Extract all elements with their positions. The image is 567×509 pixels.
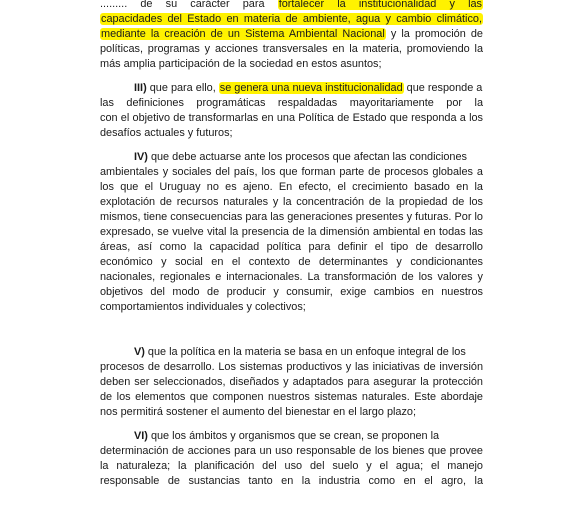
text-line xyxy=(100,111,483,125)
text-line xyxy=(100,459,483,473)
line-text: mismos, tiene consecuencias para las generaciones presentes y futuras. Por lo xyxy=(100,211,483,223)
text-line xyxy=(100,180,483,194)
line-text: y la promoción de xyxy=(385,28,483,40)
line-text: de los elementos que componen nuestros sistemas naturales. Este abordaje xyxy=(100,391,483,403)
line-text: comportamientos individuales y colectivos; xyxy=(100,301,306,313)
text-line xyxy=(134,345,483,359)
line-text: que los ámbitos y organismos que se crean, se proponen la xyxy=(147,430,440,442)
line-text: desafíos actuales y futuros; xyxy=(100,127,233,139)
text-line xyxy=(100,474,483,488)
text-line xyxy=(100,57,483,71)
line-text: explotación de recursos naturales y la concentración de la propiedad de los xyxy=(100,196,483,208)
line-text: procesos de desarrollo. Los sistemas productivos y las iniciativas de inversión xyxy=(100,361,483,373)
text-line xyxy=(100,42,483,56)
line-text: nos permitirá sostener el aumento del bienestar en el largo plazo; xyxy=(100,406,417,418)
line-text: más amplia participación de la sociedad en estos asuntos; xyxy=(100,58,382,70)
text-line xyxy=(100,165,483,179)
line-text: los que el Uruguay no es ajeno. En efecto, el crecimiento basado en la xyxy=(100,181,483,193)
line-text: con el objetivo de transformarlas en una Política de Estado que responda a los xyxy=(100,112,483,124)
line-text: ambientales y sociales del país, los que forman parte de procesos globales a xyxy=(100,166,483,178)
text-line xyxy=(100,375,483,389)
text-line xyxy=(100,360,483,374)
text-line xyxy=(100,96,483,110)
text-line xyxy=(134,150,483,164)
line-text: nacionales, regionales e internacionales. La transformación de los valores y xyxy=(100,271,483,283)
text-line xyxy=(100,444,483,458)
text-line xyxy=(100,285,483,299)
line-text: áreas, así como la capacidad política para definir el tipo de desarrollo xyxy=(100,241,483,253)
line-text: que debe actuarse ante los procesos que afectan las condiciones xyxy=(147,151,467,163)
line-text: la naturaleza; la planificación del uso del suelo y el agua; el manejo xyxy=(100,460,483,472)
line-text: políticas, programas y acciones transversales en la materia, promoviendo la xyxy=(100,43,483,55)
line-text: que la política en la materia se basa en un enfoque integral de los xyxy=(144,346,466,358)
line-text: expresado, se vuelve vital la presencia de la dimensión ambiental en todas las xyxy=(100,226,483,238)
text-line xyxy=(100,255,483,269)
text-line xyxy=(134,429,483,443)
line-text: determinación de acciones para un uso responsable de los bienes que provee xyxy=(100,445,483,457)
line-text: que responde a xyxy=(403,82,483,94)
text-line xyxy=(100,300,483,314)
text-line xyxy=(100,240,483,254)
line-text: ......... de su carácter para xyxy=(100,0,278,10)
text-line xyxy=(100,195,483,209)
text-line xyxy=(134,81,483,95)
line-text: que para ello, xyxy=(146,82,219,94)
clause-numeral: VI) xyxy=(134,430,148,442)
highlighted-text: mediante la creación de un Sistema Ambiental Nacional xyxy=(101,28,385,40)
text-line xyxy=(100,0,483,11)
clause-numeral: IV) xyxy=(134,151,148,163)
text-line xyxy=(100,270,483,284)
line-text: deben ser seleccionados, diseñados y adaptados para asegurar la protección xyxy=(100,376,483,388)
text-line xyxy=(100,27,483,41)
line-text: las definiciones programáticas respaldadas mayoritariamente por la xyxy=(100,97,483,109)
highlighted-text: capacidades del Estado en materia de ambiente, agua y cambio climático, xyxy=(101,13,482,25)
clause-numeral: V) xyxy=(134,346,145,358)
line-text: objetivos del modo de producir y consumir, exige cambios en nuestros xyxy=(100,286,483,298)
text-line xyxy=(100,390,483,404)
highlighted-text: fortalecer la institucionalidad y las xyxy=(278,0,482,10)
line-text: económico y social en el contexto de determinantes y condicionantes xyxy=(100,256,483,268)
text-line xyxy=(100,126,483,140)
text-line xyxy=(100,405,483,419)
text-line xyxy=(100,225,483,239)
text-line xyxy=(100,12,483,26)
text-line xyxy=(100,210,483,224)
clause-numeral: III) xyxy=(134,82,147,94)
highlighted-text: se genera una nueva institucionalidad xyxy=(219,82,403,94)
line-text: responsable de sustancias tanto en la industria como en el agro, la xyxy=(100,475,483,487)
